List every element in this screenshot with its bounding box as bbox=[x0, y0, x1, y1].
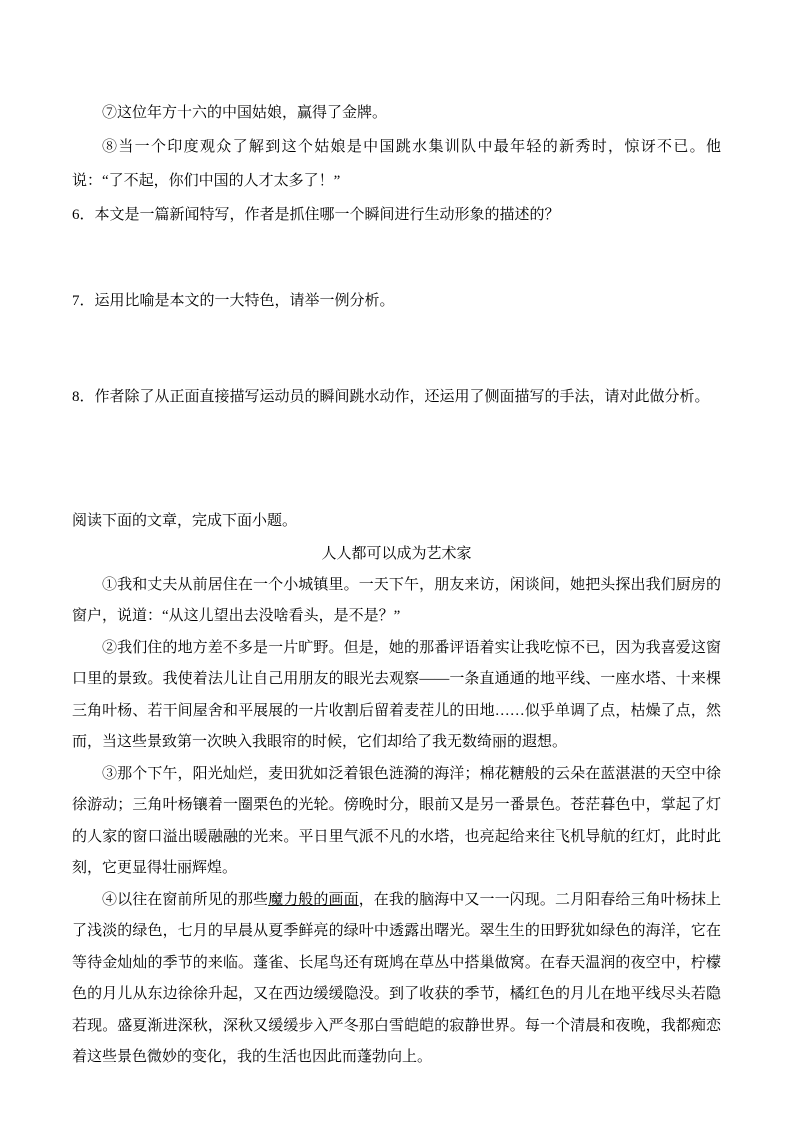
passage-paragraph-1: ①我和丈夫从前居住在一个小城镇里。一天下午，朋友来访，闲谈间，她把头探出我们厨房的窗户，说道：“从这儿望出去没啥看头，是不是？” bbox=[72, 576, 721, 624]
passage-paragraph-3: ③那个下午，阳光灿烂，麦田犹如泛着银色涟漪的海洋；棉花糖般的云朵在蓝湛湛的天空中徐徐游动；三角叶杨镶着一圈栗色的光轮。傍晚时分，眼前又是另一番景色。苍茫暮色中，掌起了灯的人家的窗口溢出暖融融的光来。平日里气派不凡的水塔，也亮起给来往飞机导航的红灯，此时此刻，它更显得壮丽辉煌。 bbox=[72, 765, 721, 876]
news-excerpt-item-7: ⑦这位年方十六的中国姑娘，赢得了金牌。 bbox=[102, 105, 388, 121]
passage-paragraph-4-segment-1: ④以往在窗前所见的那些 bbox=[102, 891, 269, 908]
passage-title: 人人都可以成为艺术家 bbox=[321, 545, 472, 562]
reading-passage-section bbox=[72, 506, 721, 1074]
questions-section bbox=[72, 96, 721, 414]
question-6: 6．本文是一篇新闻特写，作者是抓住哪一个瞬间进行生动形象的描述的？ bbox=[72, 207, 560, 223]
news-excerpt-item-8: ⑧当一个印度观众了解到这个姑娘是中国跳水集训队中最年轻的新秀时，惊讶不已。他说：“了不起，你们中国的人才太多了！” bbox=[72, 139, 721, 189]
passage-paragraph-4 bbox=[72, 885, 721, 1074]
reading-instruction: 阅读下面的文章，完成下面小题。 bbox=[72, 513, 298, 529]
question-7: 7．运用比喻是本文的一大特色，请举一例分析。 bbox=[72, 293, 395, 309]
question-8: 8．作者除了从正面直接描写运动员的瞬间跳水动作，还运用了侧面描写的手法，请对此做分析。 bbox=[72, 389, 710, 405]
passage-paragraph-2: ②我们住的地方差不多是一片旷野。但是，她的那番评语着实让我吃惊不已，因为我喜爱这窗口里的景致。我使着法儿让自己用朋友的眼光去观察——一条直通通的地平线、一座水塔、十来棵三角叶杨、若干间屋舍和平展展的一片收割后留着麦茬儿的田地……似乎单调了点，枯燥了点，然而，当这些景致第一次映入我眼帘的时候，它们却给了我无数绮丽的遐想。 bbox=[72, 639, 721, 750]
passage-paragraph-4-segment-2: ，在我的脑海中又一一闪现。二月阳春给三角叶杨抹上了浅淡的绿色，七月的早晨从夏季鲜亮的绿叶中透露出曙光。翠生生的田野犹如绿色的海洋，它在等待金灿灿的季节的来临。蓬雀、长尾鸟还有斑鸠在草丛中搭巢做窝。在春天温润的夜空中，柠檬色的月儿从东边徐徐升起，又在西边缓缓隐没。到了收获的季节，橘红色的月儿在地平线尽头若隐若现。盛夏渐进深秋，深秋又缓缓步入严冬那白雪皑皑的寂静世界。每一个清晨和夜晚，我都痴恋着这些景色微妙的变化，我的生活也因此而蓬勃向上。 bbox=[72, 891, 721, 1065]
passage-paragraph-4-underlined-phrase: 魔力般的画面 bbox=[268, 891, 359, 908]
